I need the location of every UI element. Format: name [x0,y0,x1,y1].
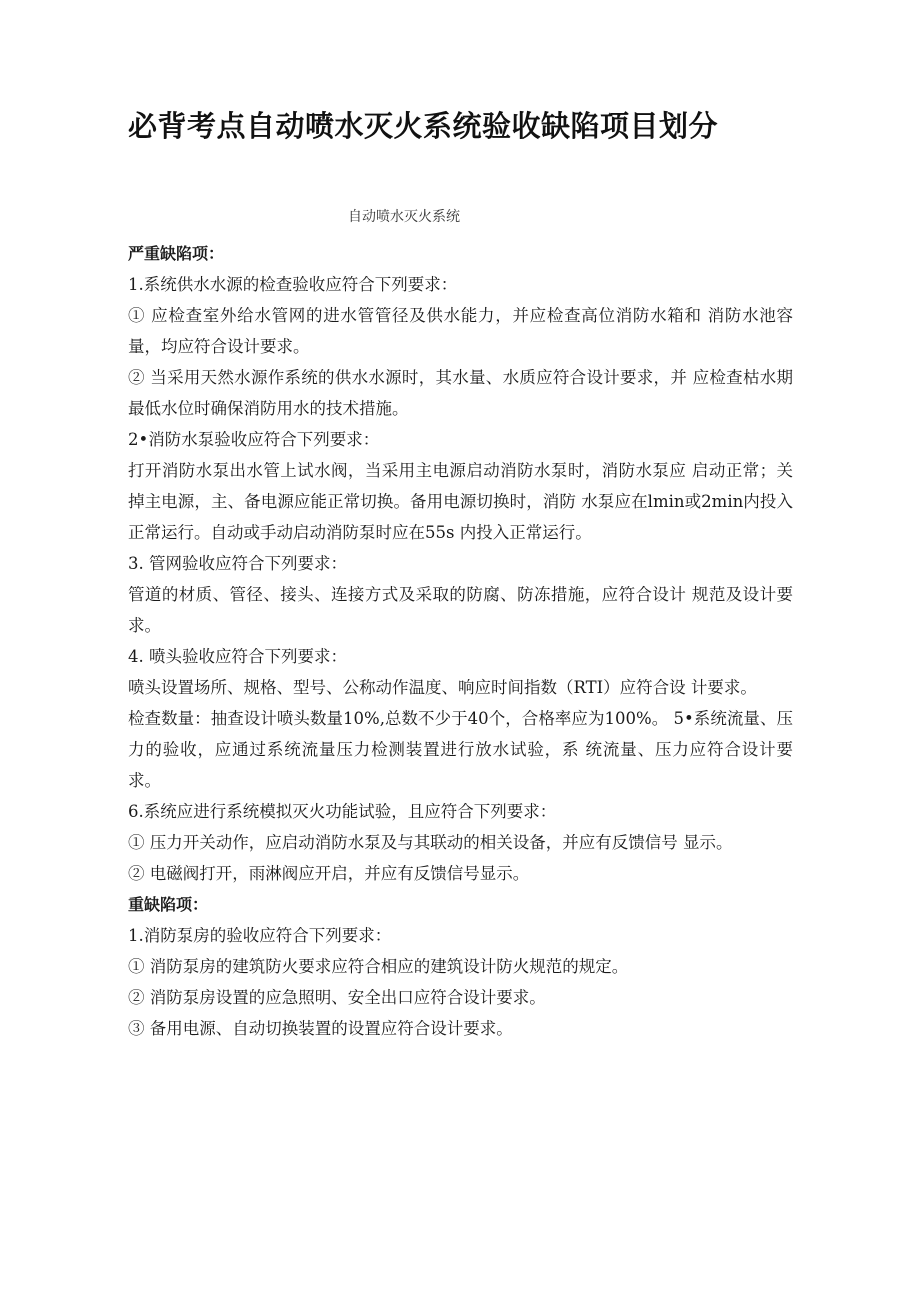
paragraph: ② 电磁阀打开，雨淋阀应开启，并应有反馈信号显示。 [128,864,530,883]
paragraph: ③ 备用电源、自动切换装置的设置应符合设计要求。 [128,1019,513,1038]
paragraph: 1.系统供水水源的检查验收应符合下列要求： [128,275,458,294]
paragraph: 检查数量：抽查设计喷头数量10%,总数不少于40个，合格率应为100%。 5•系统流量、压力的验收，应通过系统流量压力检测装置进行放水试验，系 统流量、压力应符合设计要求。 [128,709,793,790]
section-heading-major: 重缺陷项： [128,895,209,914]
document-body [128,238,793,1044]
paragraph: 2•消防水泵验收应符合下列要求： [128,430,380,449]
paragraph: ② 消防泵房设置的应急照明、安全出口应符合设计要求。 [128,988,546,1007]
section-heading-severe: 严重缺陷项： [128,244,225,263]
paragraph: 6.系统应进行系统模拟灭火功能试验，且应符合下列要求： [128,802,557,821]
paragraph: 喷头设置场所、规格、型号、公称动作温度、响应时间指数（RTI）应符合设 计要求。 [128,678,757,697]
paragraph: ① 应检查室外给水管网的进水管管径及供水能力，并应检查高位消防水箱和 消防水池容量，均应符合设计要求。 [128,306,793,356]
paragraph: 1.消防泵房的验收应符合下列要求： [128,926,392,945]
paragraph: ② 当采用天然水源作系统的供水水源时，其水量、水质应符合设计要求，并 应检查枯水期最低水位时确保消防用水的技术措施。 [128,368,793,418]
paragraph: 4. 喷头验收应符合下列要求： [128,647,347,666]
document-title: 必背考点自动喷水灭火系统验收缺陷项目划分 [128,109,719,143]
paragraph: ① 压力开关动作，应启动消防水泵及与其联动的相关设备，并应有反馈信号 显示。 [128,833,733,852]
paragraph: 3. 管网验收应符合下列要求： [128,554,347,573]
paragraph: ① 消防泵房的建筑防火要求应符合相应的建筑设计防火规范的规定。 [128,957,629,976]
paragraph: 管道的材质、管径、接头、连接方式及采取的防腐、防冻措施，应符合设计 规范及设计要求。 [128,585,793,635]
paragraph: 打开消防水泵出水管上试水阀，当采用主电源启动消防水泵时，消防水泵应 启动正常；关掉主电源，主、备电源应能正常切换。备用电源切换时，消防 水泵应在lmin或2min内投入正常运行。自动或手动启动消防泵时应在55s 内投入正常运行。 [128,461,793,542]
document-subtitle: 自动喷水灭火系统 [348,209,460,225]
